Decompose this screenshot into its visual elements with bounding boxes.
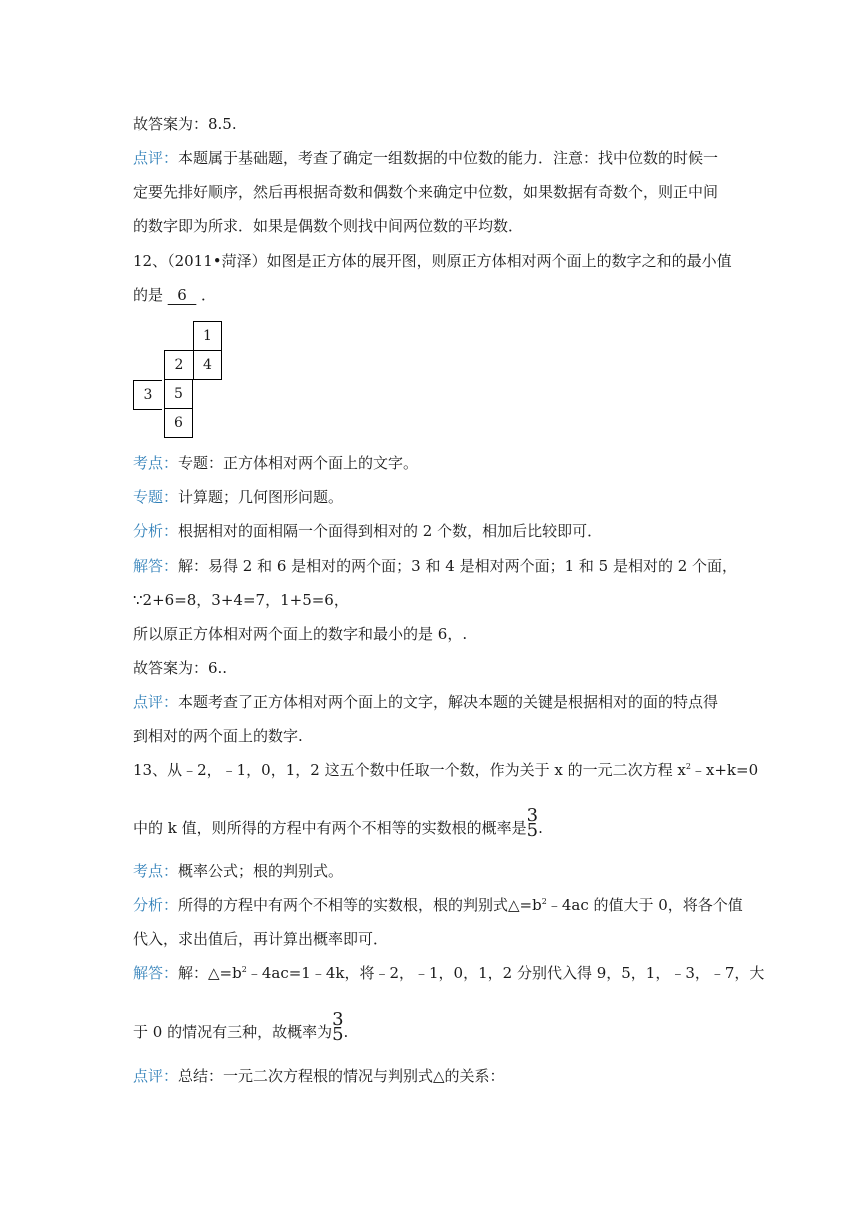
q12-answer-blank: 6 [167, 286, 197, 304]
comment-tag: 点评： [133, 149, 179, 167]
net-cell-5: 5 [164, 379, 193, 409]
net-cell-4: 4 [193, 350, 222, 380]
jieda-text: 解：易得 2 和 6 是相对的两个面；3 和 4 是相对两个面；1 和 5 是相对的 2 个面， [178, 557, 738, 575]
q13-stem-line1 [133, 760, 758, 780]
q12-stem-line2 [133, 285, 216, 305]
jieda-text: 于 0 的情况有三种，故概率为 [133, 1023, 333, 1041]
q12-stem-line1: 12、（2011•菏泽）如图是正方体的展开图，则原正方体相对两个面上的数字之和的最小值 [133, 252, 732, 270]
kaodian-text: 概率公式；根的判别式。 [178, 862, 344, 880]
q13-fenxi-line1 [133, 895, 743, 915]
q12-dianping-line1 [133, 692, 718, 712]
fenxi-a: 所得的方程中有两个不相等的实数根，根的判别式△=b [178, 896, 542, 914]
comment1-line1 [133, 148, 718, 168]
q13-fenxi-line2: 代入，求出值后，再计算出概率即可． [133, 930, 389, 948]
q12-jieda-line1 [133, 556, 737, 576]
q12-jieda-line2: ∵2+6=8，3+4=7，1+5=6， [133, 591, 349, 609]
zhuanti-text: 计算题；几何图形问题。 [178, 488, 344, 506]
q12-stem-post: ． [201, 286, 217, 304]
kaodian-tag: 考点： [133, 862, 179, 880]
prev-answer: 故答案为：8.5. [133, 115, 237, 133]
q13-stem-line2 [133, 805, 543, 844]
q12-zhuanti [133, 487, 343, 507]
q13-stem-end: . [538, 819, 543, 837]
q12-jieda-line3: 所以原正方体相对两个面上的数字和最小的是 6，. [133, 625, 468, 643]
q13-stem-a: 13、从﹣2，﹣1，0，1，2 这五个数中任取一个数，作为关于 x 的一元二次方程 x [133, 761, 686, 779]
zhuanti-tag: 专题： [133, 488, 179, 506]
q12-dianping-line2: 到相对的两个面上的数字. [133, 727, 303, 745]
fenxi-text: 根据相对的面相隔一个面得到相对的 2 个数，相加后比较即可． [178, 522, 603, 540]
fraction-answer [332, 1009, 344, 1045]
comment1-line3: 的数字即为所求．如果是偶数个则找中间两位数的平均数． [133, 217, 524, 235]
comment-text: 本题属于基础题，考查了确定一组数据的中位数的能力．注意：找中位数的时候一 [178, 149, 719, 167]
comment1-line2: 定要先排好顺序，然后再根据奇数和偶数个来确定中位数，如果数据有奇数个，则正中间 [133, 183, 719, 201]
jieda-sup: 2 [241, 965, 247, 974]
q13-dianping [133, 1066, 505, 1086]
kaodian-tag: 考点： [133, 454, 179, 472]
frac-den: 5 [526, 820, 539, 841]
jieda-tag: 解答： [133, 557, 179, 575]
net-cell-2: 2 [164, 350, 193, 380]
q13-stem-text: 中的 k 值，则所得的方程中有两个不相等的实数根的概率是 [133, 819, 527, 837]
jieda-b: ﹣4ac=1﹣4k，将﹣2，﹣1，0，1，2 分别代入得 9，5，1，﹣3，﹣7，大 [246, 964, 765, 982]
q12-answer-line: 故答案为：6.. [133, 659, 228, 677]
q13-jieda-line2 [133, 1009, 349, 1048]
dianping-tag: 点评： [133, 693, 179, 711]
q12-kaodian [133, 453, 418, 473]
kaodian-text: 专题：正方体相对两个面上的文字。 [178, 454, 419, 472]
fraction-answer [526, 805, 539, 841]
fenxi-tag: 分析： [133, 896, 179, 914]
q13-kaodian [133, 861, 343, 881]
fenxi-tag: 分析： [133, 522, 179, 540]
q13-jieda-line1 [133, 963, 764, 983]
q12-fenxi [133, 521, 602, 541]
fenxi-b: ﹣4ac 的值大于 0，将各个值 [546, 896, 743, 914]
q13-stem-b: ﹣x+k=0 [690, 761, 759, 779]
q12-stem-pre: 的是 [133, 286, 164, 304]
net-cell-6: 6 [164, 408, 193, 438]
net-cell-1: 1 [193, 321, 222, 351]
q13-stem-sup: 2 [685, 762, 691, 771]
frac-num: 3 [332, 1009, 344, 1030]
jieda-tag: 解答： [133, 964, 179, 982]
dianping-text: 总结：一元二次方程根的情况与判别式△的关系： [178, 1067, 505, 1085]
jieda-a: 解：△=b [178, 964, 242, 982]
dianping-tag: 点评： [133, 1067, 179, 1085]
net-cell-3: 3 [133, 380, 162, 410]
frac-num: 3 [526, 805, 539, 826]
jieda-end: . [343, 1023, 349, 1041]
frac-den: 5 [332, 1024, 344, 1045]
fenxi-sup: 2 [541, 897, 547, 906]
dianping-text: 本题考查了正方体相对两个面上的文字，解决本题的关键是根据相对的面的特点得 [178, 693, 719, 711]
